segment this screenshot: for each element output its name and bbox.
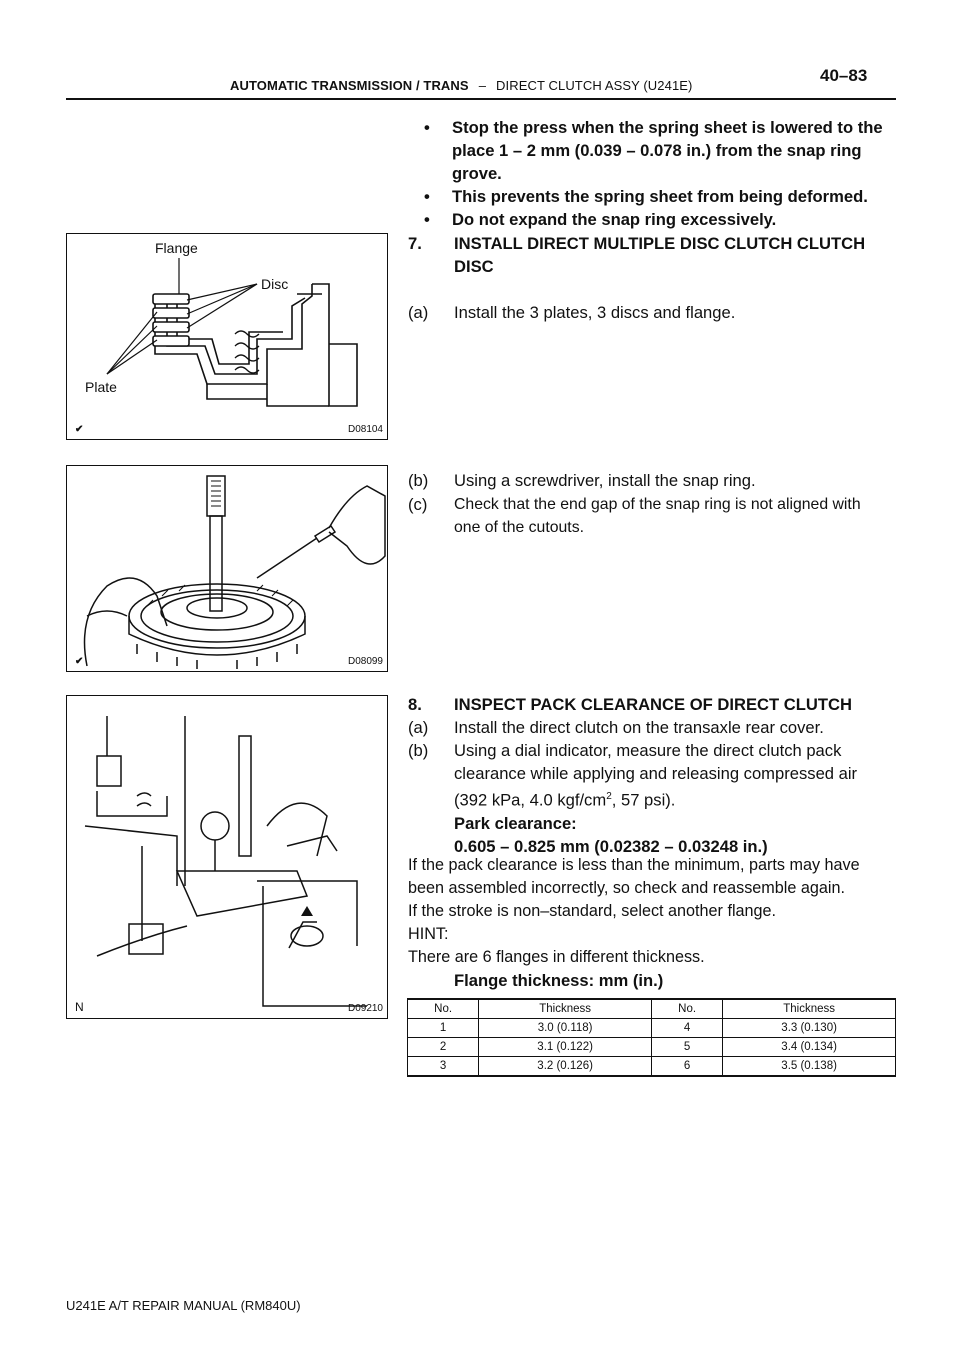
table-cell: 3 — [408, 1057, 479, 1077]
running-header — [230, 78, 692, 93]
step-7b-text: Using a screwdriver, install the snap ring. — [454, 471, 756, 490]
step-8b-pressure: (392 kPa, 4.0 kgf/cm — [454, 790, 607, 810]
step-7a-text: Install the 3 plates, 3 discs and flange. — [454, 303, 736, 322]
page-number: 40–83 — [820, 66, 868, 85]
bullet-3: Do not expand the snap ring excessively. — [452, 210, 777, 229]
para-line-4: There are 6 flanges in different thickness. — [408, 948, 705, 966]
step-7a-tag: (a) — [408, 303, 429, 322]
figure-2-illustration — [67, 466, 387, 671]
col-header-thickness-1: Thickness — [479, 999, 652, 1019]
bullet-1-line-3: grove. — [452, 164, 502, 183]
table-cell: 3.3 (0.130) — [723, 1019, 896, 1038]
figure-snap-ring-install — [66, 465, 388, 672]
footer-manual-id: U241E A/T REPAIR MANUAL (RM840U) — [66, 1298, 301, 1313]
table-cell: 3.5 (0.138) — [723, 1057, 896, 1077]
table-cell: 2 — [408, 1038, 479, 1057]
figure-dial-indicator-measurement — [66, 695, 388, 1019]
step-7c-text — [454, 493, 896, 539]
bullet-1-line-1: Stop the press when the spring sheet is lowered to the — [452, 118, 883, 137]
header-section: AUTOMATIC TRANSMISSION / TRANS — [230, 78, 469, 93]
check-mark-icon: ✔ — [75, 656, 84, 667]
table-cell: 6 — [651, 1057, 722, 1077]
table-header-row — [408, 999, 896, 1019]
clearance-paragraph — [408, 854, 898, 969]
step-7c-line-1: Check that the end gap of the snap ring is not aligned with — [454, 496, 861, 513]
step-8a-tag: (a) — [408, 718, 429, 737]
figure-3-illustration — [67, 696, 387, 1018]
table-cell: 1 — [408, 1019, 479, 1038]
header-rule — [66, 98, 896, 100]
figure-id: D09210 — [347, 1003, 383, 1014]
step-7-title — [454, 232, 896, 278]
spec-label: Park clearance: — [454, 813, 577, 833]
step-7b-tag: (b) — [408, 471, 429, 490]
step-7c-tag: (c) — [408, 495, 428, 514]
table-cell: 4 — [651, 1019, 722, 1038]
plate-label: Plate — [85, 379, 117, 395]
table-cell: 3.0 (0.118) — [479, 1019, 652, 1038]
table-cell: 5 — [651, 1038, 722, 1057]
step-7-title-line-1: INSTALL DIRECT MULTIPLE DISC CLUTCH CLUTCH — [454, 234, 866, 253]
step-8b-line-1: Using a dial indicator, measure the direct clutch pack — [454, 741, 842, 760]
bullet-symbol-3: • — [424, 210, 430, 229]
bullet-symbol-2: • — [424, 187, 430, 206]
step-8b-text — [454, 739, 896, 858]
table-title: Flange thickness: mm (in.) — [454, 971, 664, 990]
step-8b-line-3 — [454, 785, 896, 812]
figure-id: D08104 — [347, 424, 383, 435]
bullet-1-line-2: place 1 – 2 mm (0.039 – 0.078 in.) from the snap ring — [452, 141, 862, 160]
step-7-title-line-2: DISC — [454, 257, 494, 276]
para-line-2: been assembled incorrectly, so check and reassemble again. — [408, 879, 845, 897]
col-header-thickness-2: Thickness — [723, 999, 896, 1019]
step-8b-superscript: 2 — [606, 791, 612, 802]
header-separator: – — [478, 78, 487, 93]
table-cell: 3.2 (0.126) — [479, 1057, 652, 1077]
step-8a-text: Install the direct clutch on the transaxle rear cover. — [454, 718, 824, 737]
step-8b-psi: , 57 psi). — [611, 790, 676, 810]
step-8-title: INSPECT PACK CLEARANCE OF DIRECT CLUTCH — [454, 695, 852, 714]
col-header-no-1: No. — [408, 999, 479, 1019]
col-header-no-2: No. — [651, 999, 722, 1019]
step-8b-tag: (b) — [408, 741, 429, 760]
step-8-number: 8. — [408, 695, 422, 714]
flange-thickness-table — [407, 998, 896, 1077]
n-mark-icon: N — [75, 1000, 84, 1014]
figure-id: D08099 — [347, 656, 383, 667]
para-line-3: If the stroke is non–standard, select another flange. — [408, 902, 777, 920]
hint-label: HINT: — [408, 925, 449, 943]
table-row — [408, 1038, 896, 1057]
flange-label: Flange — [155, 240, 198, 256]
spec-value: 0.605 – 0.825 mm (0.02382 – 0.03248 in.) — [454, 836, 768, 856]
check-mark-icon: ✔ — [75, 424, 84, 435]
bullet-2: This prevents the spring sheet from being deformed. — [452, 187, 868, 206]
disc-label: Disc — [261, 276, 289, 292]
table-cell: 3.4 (0.134) — [723, 1038, 896, 1057]
table-row — [408, 1057, 896, 1077]
figure-disc-plate-flange — [66, 233, 388, 440]
step-8b-line-2: clearance while applying and releasing compressed air — [454, 764, 858, 783]
bullet-symbol-1: • — [424, 118, 430, 137]
bullet-1 — [452, 116, 896, 185]
figure-1-illustration — [67, 234, 387, 439]
table-cell: 3.1 (0.122) — [479, 1038, 652, 1057]
table-row — [408, 1019, 896, 1038]
step-7-number: 7. — [408, 234, 422, 253]
para-line-1: If the pack clearance is less than the minimum, parts may have — [408, 856, 860, 874]
header-subsection: DIRECT CLUTCH ASSY (U241E) — [496, 78, 693, 93]
step-7c-line-2: one of the cutouts. — [454, 519, 584, 536]
